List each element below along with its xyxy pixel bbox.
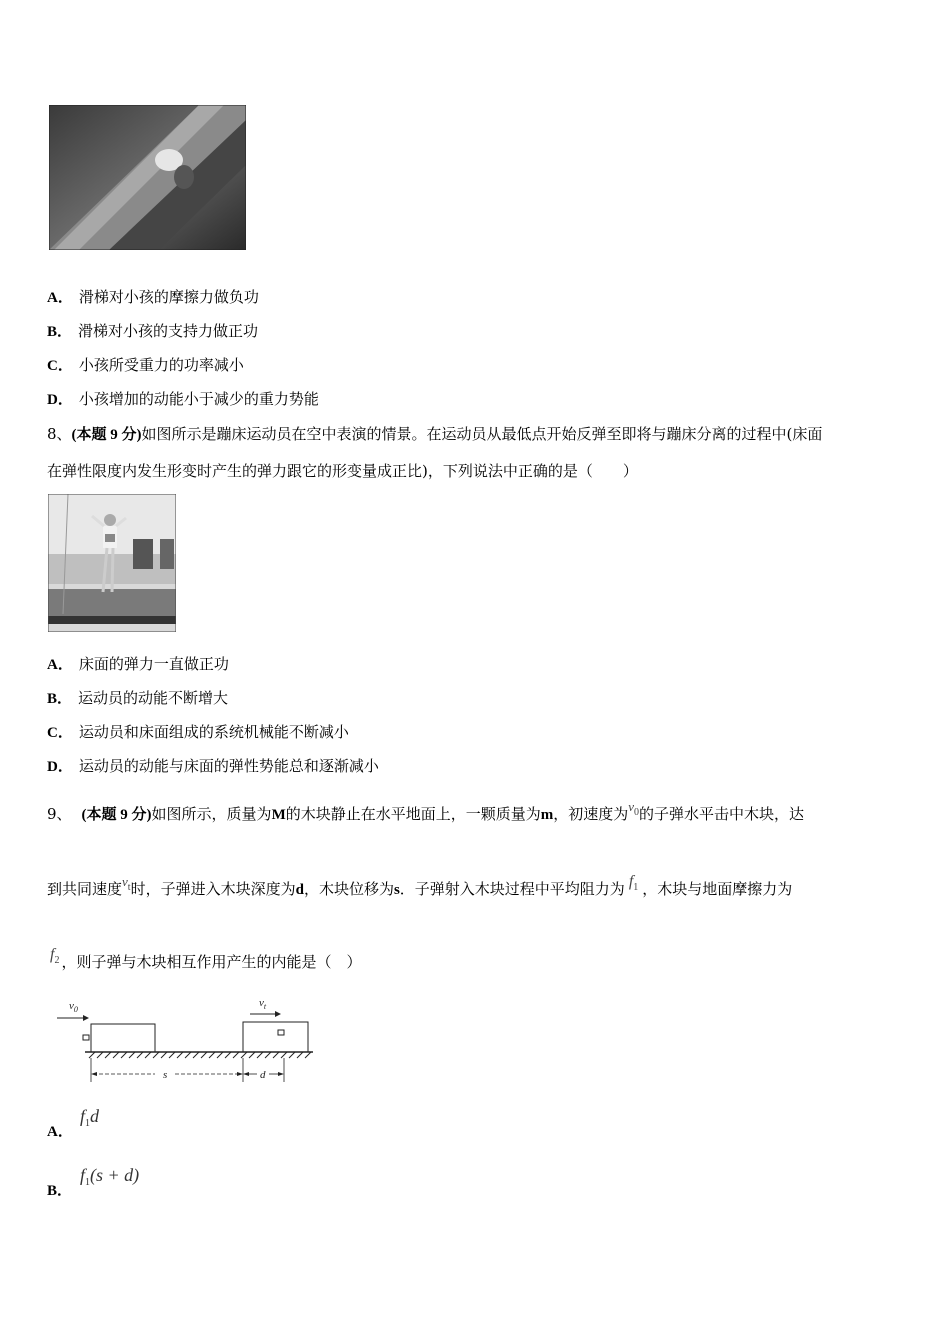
vt-symbol: $v_t$ [122, 874, 131, 893]
diagram-s-label: s [163, 1069, 168, 1081]
q9-option-b-expr: $f_1(s + d)$ [80, 1165, 140, 1188]
f2-symbol: $f_2$ [50, 946, 60, 966]
q9-stem-line2: 到共同速度$v_t$时，子弹进入木块深度为d，木块位移为s．子弹射入木块过程中平均阻力为 $f_1$ ，木块与地面摩擦力为 [47, 873, 793, 898]
q8-score: (本题 9 分) [71, 427, 142, 443]
v0-symbol: $v_0$ [628, 799, 640, 818]
q7-option-a: A． 滑梯对小孩的摩擦力做负功 [47, 288, 259, 306]
q7-option-c: C． 小孩所受重力的功率减小 [47, 356, 244, 374]
q8-stem-line1: 8、(本题 9 分)如图所示是蹦床运动员在空中表演的情景。在运动员从最低点开始反弹至即将与蹦床分离的过程中(床面 [47, 425, 823, 443]
q7-option-d: D． 小孩增加的动能小于减少的重力势能 [47, 390, 319, 408]
q8-option-c: C． 运动员和床面组成的系统机械能不断减小 [47, 723, 349, 741]
diagram-vt-label: $v_t$ [259, 997, 267, 1011]
q8-option-d: D． 运动员的动能与床面的弹性势能总和逐渐减小 [47, 757, 379, 775]
q9-number: 9、 [47, 805, 72, 823]
q7-option-b: B． 滑梯对小孩的支持力做正功 [47, 322, 259, 340]
q9-stem-line1: 9、 (本题 9 分)如图所示，质量为M的木块静止在水平地面上，一颗质量为m，初速度为$v_0$的子弹水平击中木块，达 [47, 799, 805, 823]
diagram-v0-label: $v_0$ [69, 1000, 78, 1014]
q9-score: (本题 9 分) [81, 807, 152, 823]
q8-number: 8、 [47, 425, 72, 443]
f1-symbol: $f_1$ [628, 873, 639, 893]
q9-option-a: A． [47, 1124, 73, 1140]
q9-stem-line3: $f_2$ ，则子弹与木块相互作用产生的内能是（ ） [50, 946, 362, 971]
diagram-d-label: d [260, 1069, 266, 1081]
q8-option-a: A． 床面的弹力一直做正功 [47, 655, 229, 673]
trampoline-photo [48, 494, 176, 632]
q8-option-b: B． 运动员的动能不断增大 [47, 689, 229, 707]
slide-photo [49, 105, 246, 250]
q9-option-b: B． [47, 1183, 73, 1199]
bullet-block-diagram [55, 992, 320, 1087]
q8-stem-line2: 在弹性限度内发生形变时产生的弹力跟它的形变量成正比)，下列说法中正确的是（ ） [47, 462, 638, 480]
q9-option-a-expr: $f_1d$ [80, 1106, 100, 1129]
